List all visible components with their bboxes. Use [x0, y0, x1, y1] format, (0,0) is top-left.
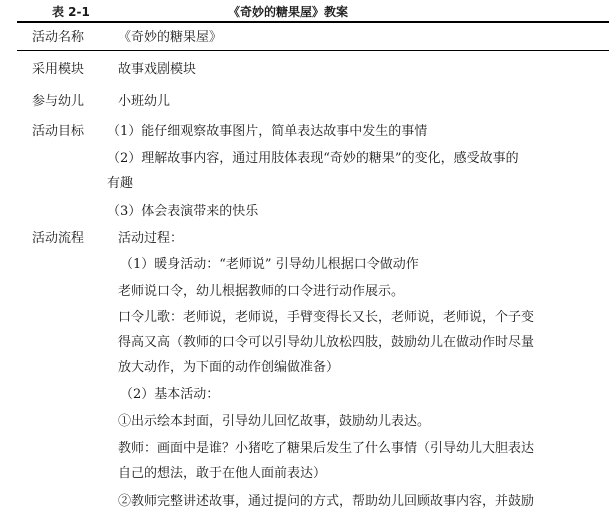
row-label-goals: 活动目标: [32, 124, 85, 139]
process-line: 自己的想法，敢于在他人面前表达）: [118, 466, 327, 481]
process-line: 口令儿歌：老师说，老师说，手臂变得长又长，老师说，老师说，个子变: [118, 310, 535, 325]
row-value-module: 故事戏剧模块: [118, 62, 197, 77]
goal-line: （2）理解故事内容，通过用肢体表现“奇妙的糖果”的变化，感受故事的: [107, 151, 519, 166]
table-title: 《奇妙的糖果屋》教案: [228, 5, 349, 19]
row-value-participants: 小班幼儿: [118, 94, 171, 109]
row-label-process: 活动流程: [32, 231, 85, 246]
process-line: ②教师完整讲述故事，通过提问的方式，帮助幼儿回顾故事内容，并鼓励: [118, 494, 535, 509]
row-label-module: 采用模块: [32, 62, 85, 77]
table-number: 表 2-1: [52, 5, 90, 19]
process-line: 老师说口令，幼儿根据教师的口令进行动作展示。: [118, 284, 405, 299]
row-value-name: 《奇妙的糖果屋》: [118, 30, 223, 45]
goal-line: （1）能仔细观察故事图片，简单表达故事中发生的事情: [107, 124, 428, 139]
process-line: 活动过程：: [118, 231, 184, 246]
process-line: 教师：画面中是谁？小猪吃了糖果后发生了什么事情（引导幼儿大胆表达: [118, 441, 535, 456]
process-line: 放大动作，为下面的动作创编做准备）: [118, 360, 340, 375]
goal-line: 有趣: [107, 176, 134, 191]
row-label-participants: 参与幼儿: [32, 94, 85, 109]
table-top-rule: [17, 21, 609, 23]
table-caption: [0, 3, 609, 21]
goal-line: （3）体会表演带来的快乐: [107, 204, 259, 219]
table-header-rule: [17, 50, 609, 51]
process-line: （2）基本活动：: [120, 387, 220, 402]
process-line: （1）暖身活动：“老师说” 引导幼儿根据口令做动作: [120, 257, 419, 272]
process-line: 得高又高（教师的口令可以引导幼儿放松四肢，鼓励幼儿在做动作时尽量: [118, 335, 535, 350]
row-label-name: 活动名称: [32, 30, 85, 45]
process-line: ①出示绘本封面，引导幼儿回忆故事，鼓励幼儿表达。: [118, 414, 431, 429]
